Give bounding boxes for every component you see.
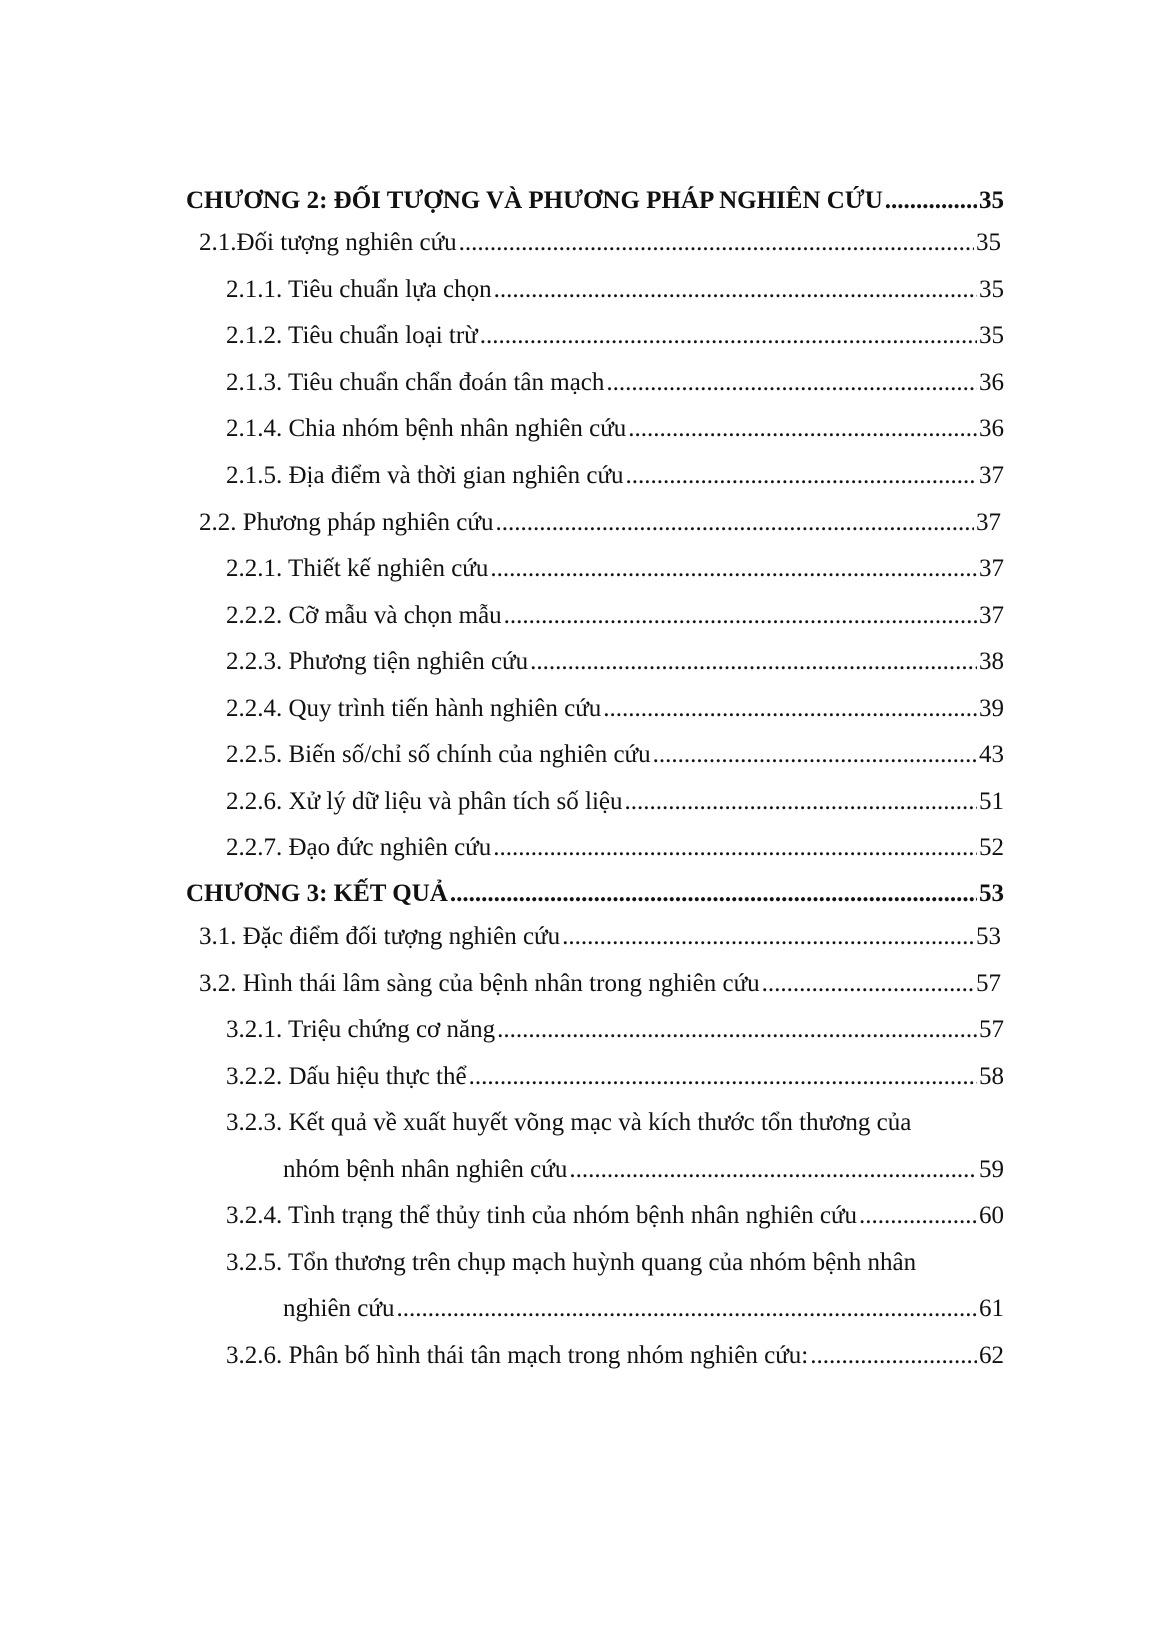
- toc-entry-label: 3.1. Đặc điểm đối tượng nghiên cứu: [199, 923, 561, 950]
- dot-leader: [490, 554, 977, 584]
- dot-leader: [762, 969, 974, 999]
- toc-entry-page: 62: [979, 1342, 1004, 1369]
- dot-leader: [495, 508, 974, 538]
- toc-entry-2-2-1[interactable]: [226, 554, 1004, 584]
- toc-entry-chapter-2[interactable]: [186, 186, 1004, 216]
- toc-entry-3-2-5-line-1[interactable]: 3.2.5. Tổn thương trên chụp mạch huỳnh quang của nhóm bệnh nhân: [226, 1249, 917, 1276]
- dot-leader: [562, 922, 974, 952]
- dot-leader: [624, 787, 977, 817]
- toc-entry-label: 2.1.5. Địa điểm và thời gian nghiên cứu: [226, 462, 624, 489]
- toc-entry-3-1[interactable]: [199, 922, 1001, 952]
- dot-leader: [480, 321, 977, 351]
- dot-leader: [493, 833, 977, 863]
- dot-leader: [810, 1341, 977, 1371]
- dot-leader: [885, 186, 977, 216]
- toc-entry-page: 37: [979, 555, 1004, 582]
- dot-leader: [859, 1201, 977, 1231]
- toc-entry-label: 3.2.1. Triệu chứng cơ năng: [226, 1016, 496, 1043]
- dot-leader: [504, 601, 977, 631]
- toc-entry-page: 58: [979, 1063, 1004, 1090]
- toc-entry-label: 3.2.2. Dấu hiệu thực thể: [226, 1063, 467, 1090]
- toc-entry-2-1-5[interactable]: [226, 461, 1004, 491]
- toc-entry-2-2-4[interactable]: [226, 694, 1004, 724]
- toc-entry-3-2-2[interactable]: [226, 1062, 1004, 1092]
- toc-entry-page: 53: [979, 880, 1004, 907]
- toc-entry-page: 53: [976, 923, 1001, 950]
- toc-entry-3-2-3[interactable]: [283, 1155, 1004, 1185]
- dot-leader: [459, 228, 974, 258]
- toc-entry-2-1-3[interactable]: [226, 368, 1004, 398]
- toc-entry-2-1-4[interactable]: [226, 414, 1004, 444]
- dot-leader: [396, 1294, 977, 1324]
- toc-entry-page: 57: [979, 1016, 1004, 1043]
- toc-entry-page: 35: [976, 229, 1001, 256]
- toc-entry-page: 59: [979, 1156, 1004, 1183]
- toc-entry-page: 36: [979, 415, 1004, 442]
- toc-entry-page: 60: [979, 1202, 1004, 1229]
- toc-entry-2-2-2[interactable]: [226, 601, 1004, 631]
- toc-entry-label: 2.1.4. Chia nhóm bệnh nhân nghiên cứu: [226, 415, 627, 442]
- dot-leader: [494, 275, 977, 305]
- toc-entry-label: nghiên cứu: [283, 1295, 395, 1322]
- dot-leader: [628, 414, 977, 444]
- toc-entry-2-1-2[interactable]: [226, 321, 1004, 351]
- toc-entry-label: 2.1.Đối tượng nghiên cứu: [199, 229, 457, 256]
- toc-entry-page: 51: [979, 788, 1004, 815]
- toc-entry-page: 36: [979, 369, 1004, 396]
- toc-entry-page: 39: [979, 695, 1004, 722]
- toc-entry-3-2-5[interactable]: [283, 1294, 1004, 1324]
- toc-entry-2-2-3[interactable]: [226, 647, 1004, 677]
- toc-entry-page: 43: [979, 741, 1004, 768]
- toc-entry-label: 2.2.7. Đạo đức nghiên cứu: [226, 834, 492, 861]
- toc-entry-3-2-1[interactable]: [226, 1015, 1004, 1045]
- toc-entry-3-2[interactable]: [199, 969, 1001, 999]
- toc-entry-page: 57: [976, 970, 1001, 997]
- toc-entry-label: 2.1.3. Tiêu chuẩn chẩn đoán tân mạch: [226, 369, 605, 396]
- toc-entry-label: 2.2.6. Xử lý dữ liệu và phân tích số liệu: [226, 788, 623, 815]
- toc-entry-label: 2.2.4. Quy trình tiến hành nghiên cứu: [226, 695, 602, 722]
- toc-entry-page: 37: [976, 509, 1001, 536]
- dot-leader: [530, 647, 977, 677]
- toc-entry-page: 35: [979, 187, 1004, 214]
- toc-entry-page: 52: [979, 834, 1004, 861]
- toc-entry-label: nhóm bệnh nhân nghiên cứu: [283, 1156, 568, 1183]
- toc-entry-label: CHƯƠNG 3: KẾT QUẢ: [186, 880, 448, 907]
- toc-entry-label: CHƯƠNG 2: ĐỐI TƯỢNG VÀ PHƯƠNG PHÁP NGHIÊN CỨU: [186, 187, 883, 214]
- dot-leader: [653, 740, 977, 770]
- toc-entry-page: 61: [979, 1295, 1004, 1322]
- toc-entry-2-1[interactable]: [199, 228, 1001, 258]
- dot-leader: [497, 1015, 977, 1045]
- toc-entry-3-2-6[interactable]: [226, 1341, 1004, 1371]
- toc-entry-page: 37: [979, 602, 1004, 629]
- toc-entry-label: 2.2.1. Thiết kế nghiên cứu: [226, 555, 489, 582]
- toc-entry-3-2-3-line-1[interactable]: 3.2.3. Kết quả về xuất huyết võng mạc và kích thước tổn thương của: [226, 1109, 912, 1136]
- toc-entry-page: 35: [979, 322, 1004, 349]
- toc-entry-page: 37: [979, 462, 1004, 489]
- dot-leader: [450, 879, 977, 909]
- dot-leader: [626, 461, 977, 491]
- dot-leader: [469, 1062, 977, 1092]
- dot-leader: [606, 368, 977, 398]
- toc-entry-2-2-5[interactable]: [226, 740, 1004, 770]
- toc-entry-page: 38: [979, 648, 1004, 675]
- toc-entry-label: 2.1.1. Tiêu chuẩn lựa chọn: [226, 276, 492, 303]
- toc-entry-2-2-6[interactable]: [226, 787, 1004, 817]
- toc-entry-label: 2.2.3. Phương tiện nghiên cứu: [226, 648, 529, 675]
- toc-entry-label: 2.2.2. Cỡ mẫu và chọn mẫu: [226, 602, 502, 629]
- toc-entry-page: 35: [979, 276, 1004, 303]
- toc-entry-3-2-4[interactable]: [226, 1201, 1004, 1231]
- toc-entry-label: 2.2. Phương pháp nghiên cứu: [199, 509, 494, 536]
- toc-entry-label: 3.2. Hình thái lâm sàng của bệnh nhân trong nghiên cứu: [199, 970, 760, 997]
- toc-entry-label: 2.1.2. Tiêu chuẩn loại trừ: [226, 322, 478, 349]
- toc-entry-label: 3.2.4. Tình trạng thể thủy tinh của nhóm bệnh nhân nghiên cứu: [226, 1202, 858, 1229]
- toc-entry-2-1-1[interactable]: [226, 275, 1004, 305]
- toc-entry-2-2-7[interactable]: [226, 833, 1004, 863]
- dot-leader: [603, 694, 977, 724]
- dot-leader: [569, 1155, 977, 1185]
- toc-entry-chapter-3[interactable]: [186, 879, 1004, 909]
- toc-entry-2-2[interactable]: [199, 508, 1001, 538]
- toc-entry-label: 2.2.5. Biến số/chỉ số chính của nghiên cứu: [226, 741, 651, 768]
- toc-entry-label: 3.2.6. Phân bố hình thái tân mạch trong nhóm nghiên cứu:: [226, 1342, 809, 1369]
